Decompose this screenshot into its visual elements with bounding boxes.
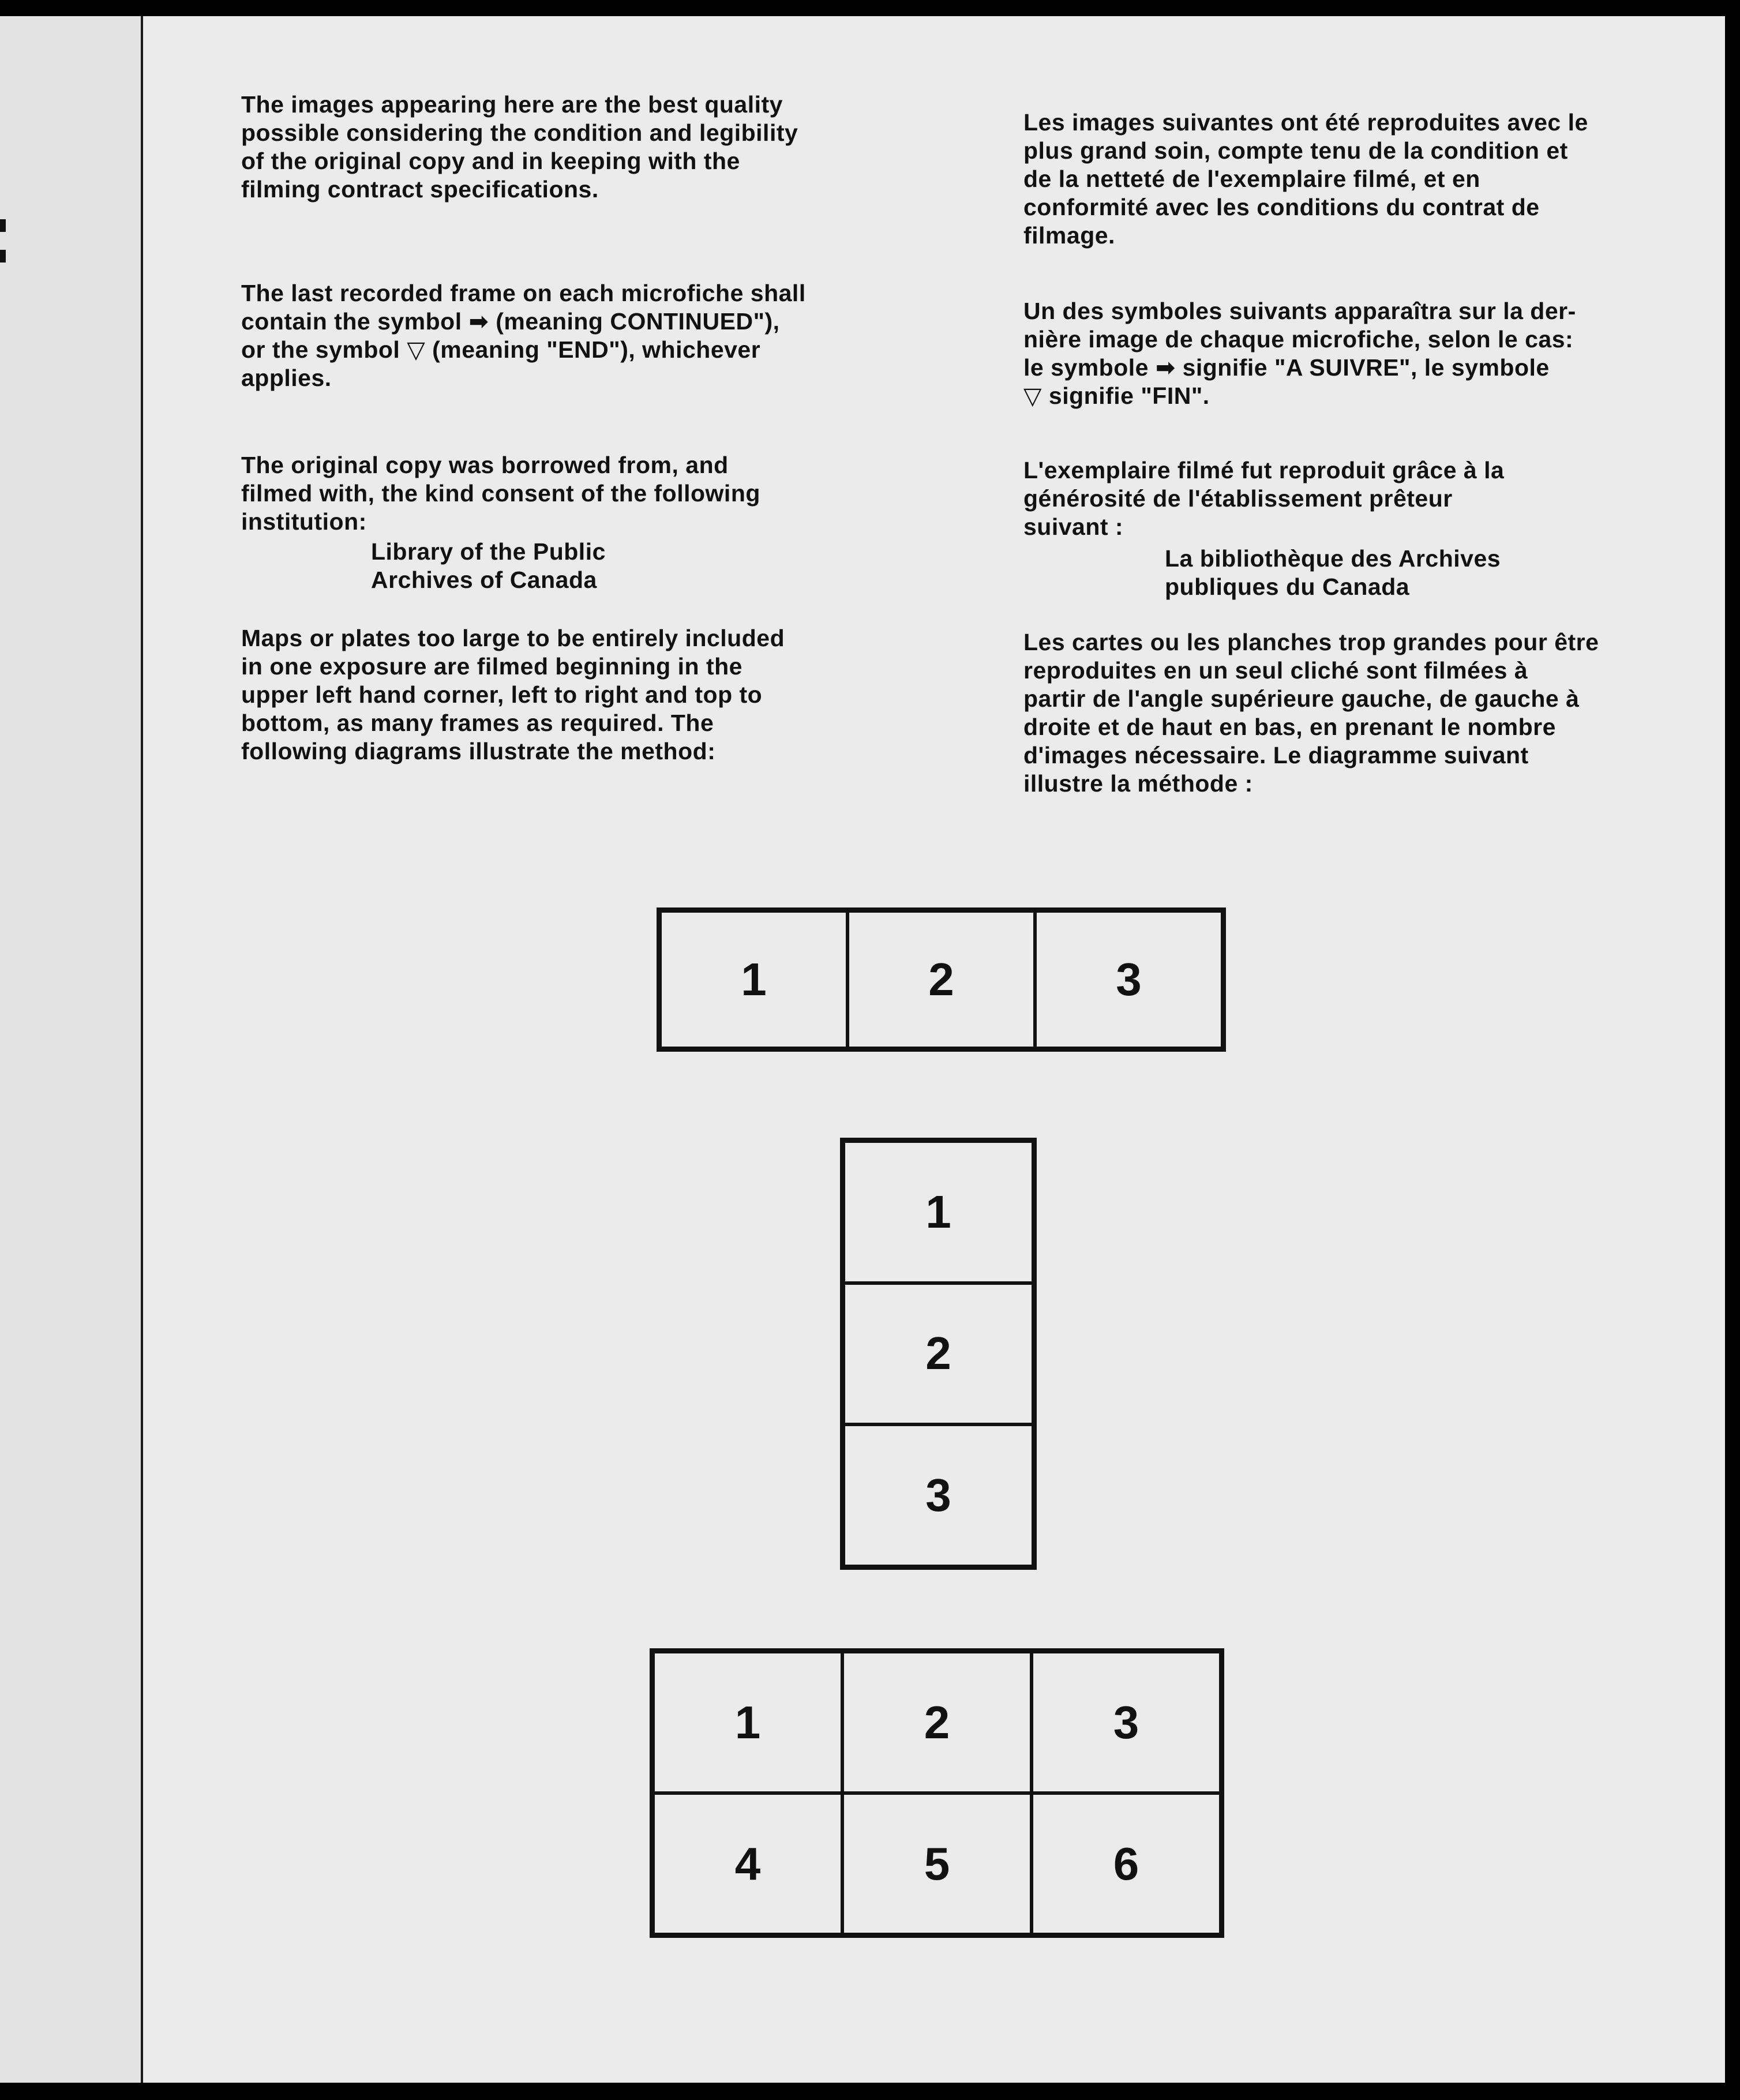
frame-cell: 3 [1032,1652,1221,1793]
frame-cell: 1 [653,1652,842,1793]
frame-cell: 1 [843,1141,1033,1283]
frame-cell: 3 [843,1424,1033,1566]
margin-mark [0,250,6,262]
frame-cell: 1 [660,911,847,1048]
french-quality-paragraph: Les images suivantes ont été reproduites avec le plus grand soin, compte tenu de la condition et de la netteté de l'exemplaire filmé, et en conformité avec les conditions du contrat de filmage. [1023,109,1588,249]
french-institution-name: La bibliothèque des Archives publiques du Canada [1165,545,1501,600]
english-maps-paragraph: Maps or plates too large to be entirely included in one exposure are filmed beginning in the upper left hand corner, left to right and top to bottom, as many frames as required. The following diagrams illustrate the method: [241,625,785,764]
scan-border-bottom [0,2083,1740,2100]
margin-mark [0,219,6,232]
english-borrowed-paragraph: The original copy was borrowed from, and filmed with, the kind consent of the following institution: [241,452,760,535]
frame-cell: 3 [1035,911,1222,1048]
french-borrowed-paragraph: L'exemplaire filmé fut reproduit grâce à la générosité de l'établissement prêteur suivant : [1023,457,1505,540]
vertical-frame-diagram [840,1138,1037,1570]
english-symbol-paragraph: The last recorded frame on each microfiche shall contain the symbol ➡ (meaning CONTINUED"), or the symbol ▽ (meaning "END"), whichever applies. [241,280,806,391]
frame-cell: 2 [843,1283,1033,1425]
frame-cell: 5 [842,1793,1032,1934]
grid-frame-diagram [650,1648,1224,1938]
french-maps-paragraph: Les cartes ou les planches trop grandes pour être reproduites en un seul cliché sont filmées à partir de l'angle supérieure gauche, de gauche à droite et de haut en bas, en prenant le nombre d'images nécessaire. Le diagramme suivant illustre la méthode : [1023,629,1599,797]
frame-cell: 2 [842,1652,1032,1793]
french-symbol-paragraph: Un des symboles suivants apparaîtra sur la der- nière image de chaque microfiche, selon le cas: le symbole ➡ signifie "A SUIVRE", le symbole ▽ signifie "FIN". [1023,298,1576,409]
frame-cell: 2 [847,911,1035,1048]
scan-border-top [0,0,1740,16]
horizontal-frame-diagram [657,907,1226,1052]
frame-cell: 6 [1032,1793,1221,1934]
frame-cell: 4 [653,1793,842,1934]
english-quality-paragraph: The images appearing here are the best quality possible considering the condition and legibility of the original copy and in keeping with the filming contract specifications. [241,91,798,202]
scan-border-right [1725,0,1740,2100]
english-institution-name: Library of the Public Archives of Canada [371,538,606,593]
left-margin-strip [0,16,143,2083]
